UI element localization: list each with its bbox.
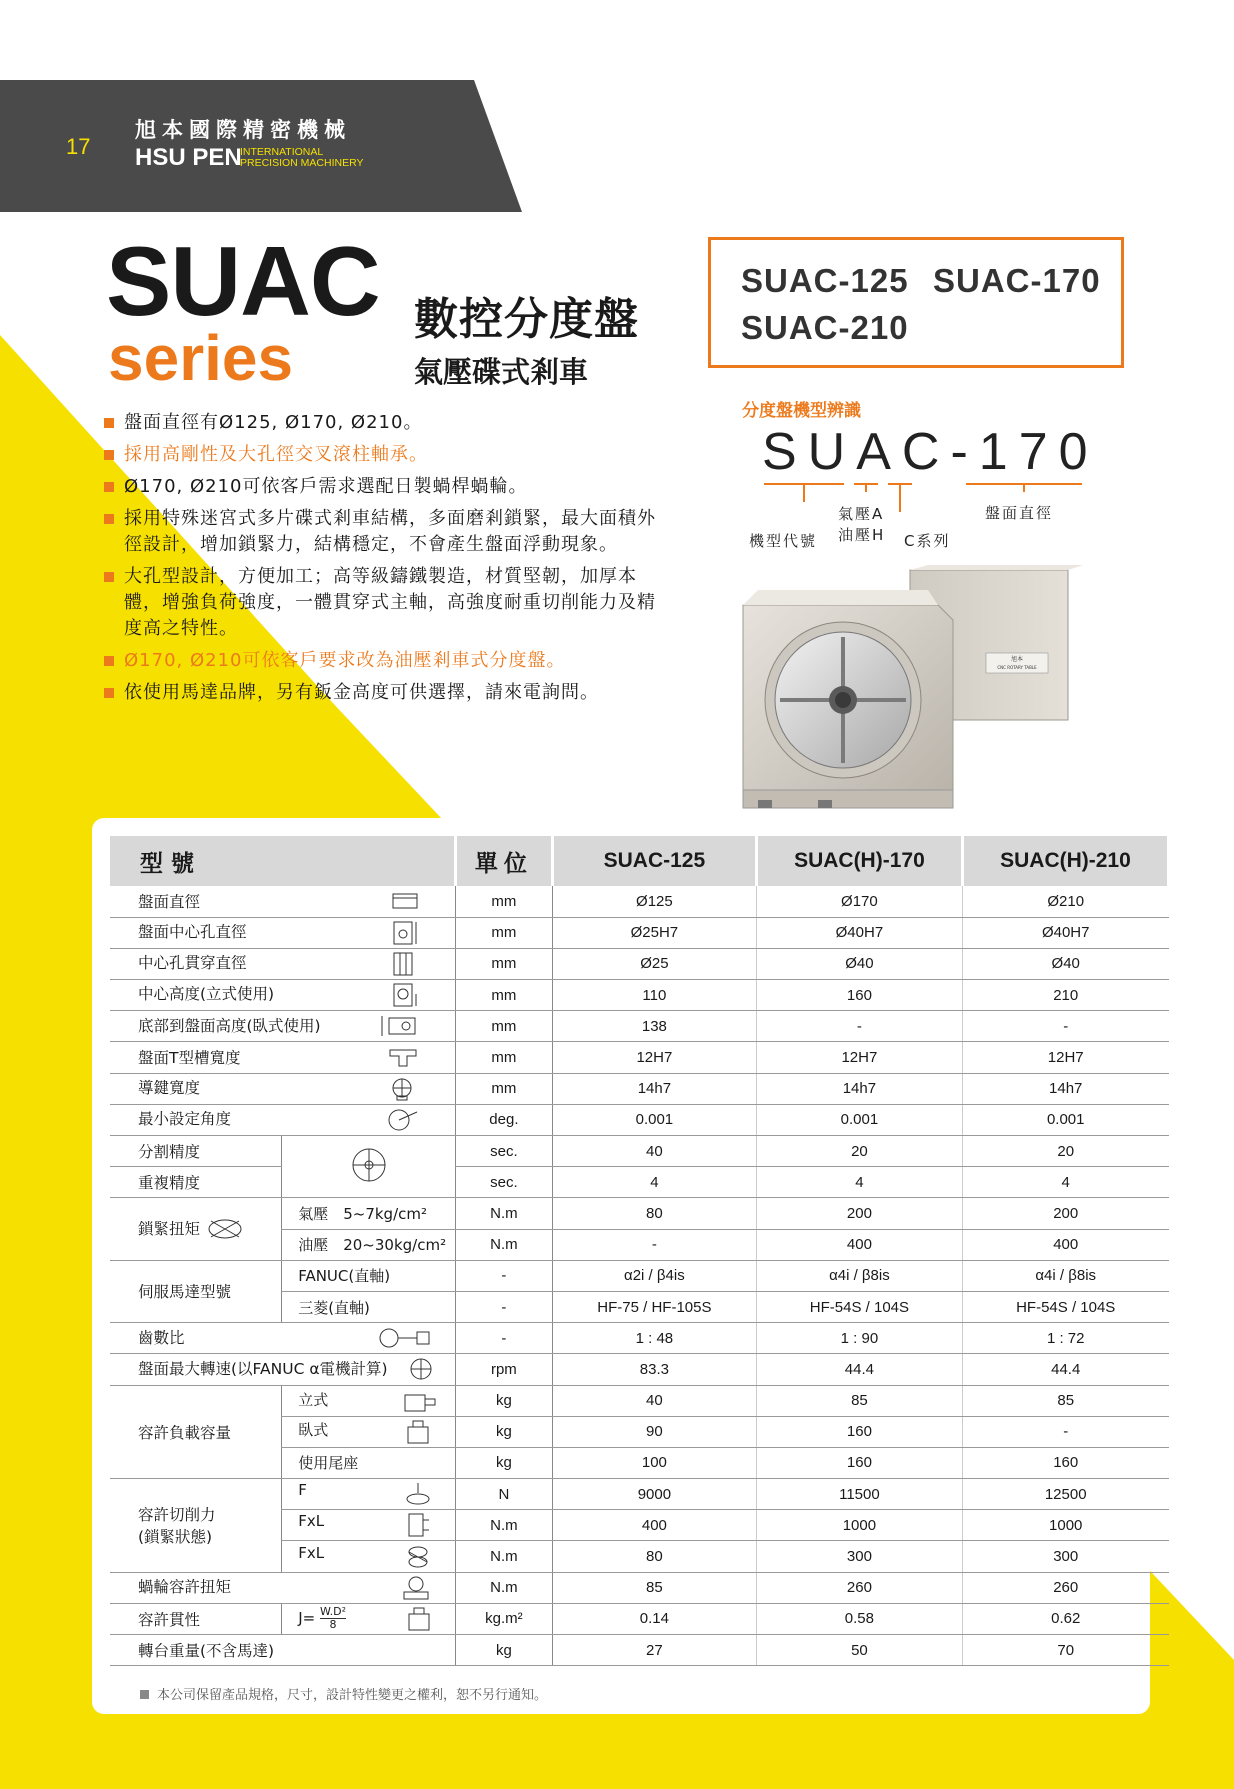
table-row [110,1042,1169,1073]
row-sub-label: 臥式 [298,1420,329,1439]
formula-denominator: 8 [329,1617,337,1631]
company-name-cn: 旭本國際精密機械 [135,118,351,142]
cell-suac-170: 260 [756,1572,962,1603]
cell-suac-125: 0.001 [552,1104,756,1135]
table-row [110,948,1169,979]
angle-icon [385,1107,419,1133]
cell-suac-170: 160 [756,1416,962,1447]
row-unit: N [455,1479,552,1510]
cell-suac-125: 100 [552,1447,756,1478]
cell-suac-125: 400 [552,1510,756,1541]
cell-suac-125: Ø125 [552,886,756,917]
table-row [110,1385,1169,1416]
row-unit: - [455,1260,552,1291]
nameplate-desc: CNC ROTARY TABLE [997,665,1037,670]
cell-suac-125: - [552,1229,756,1260]
cell-suac-125: 0.14 [552,1603,756,1634]
page-number: 17 [66,134,91,159]
row-label: 底部到盤面高度(臥式使用) [138,1017,321,1036]
bottom-height-icon [379,1014,419,1038]
table-row [110,1198,1169,1229]
through-hole-icon [391,951,419,977]
label-type-code: 機型代號 [749,532,818,550]
cell-suac-170: - [756,1011,962,1042]
model-identification-title: 分度盤機型辨識 [742,401,861,421]
rotary-table-image [738,565,1148,810]
cell-suac-210: 1 : 72 [962,1323,1168,1354]
cell-suac-210: 12H7 [962,1042,1168,1073]
cell-suac-210: 85 [962,1385,1168,1416]
cell-suac-210: 400 [962,1229,1168,1260]
vertical-load-icon [403,1389,437,1413]
row-label: 最小設定角度 [138,1109,232,1128]
cell-suac-125: 40 [552,1385,756,1416]
product-subtitle-cn: 氣壓碟式剎車 [414,355,589,389]
cell-suac-170: Ø170 [756,886,962,917]
series-title: series [108,322,294,394]
cell-suac-125: 9000 [552,1479,756,1510]
row-label: 重複精度 [110,1167,282,1198]
bullet-icon [104,572,114,582]
row-label: 伺服馬達型號 [110,1260,282,1322]
company-sub-line2: PRECISION MACHINERY [240,157,364,169]
cell-suac-210: 70 [962,1635,1168,1666]
row-unit: sec. [455,1167,552,1198]
product-title: SUAC [106,226,380,336]
cell-suac-170: α4i / β8is [756,1260,962,1291]
row-unit: deg. [455,1104,552,1135]
company-subtitle [240,147,364,169]
gear-ratio-icon [377,1326,433,1350]
header-unit: 單位 [455,836,552,886]
cell-suac-210: 160 [962,1447,1168,1478]
cell-suac-170: 44.4 [756,1354,962,1385]
cell-suac-210: 12500 [962,1479,1168,1510]
feature-item: 採用高剛性及大孔徑交叉滾柱軸承。 [104,442,664,468]
clamp-torque-icon [205,1217,245,1241]
row-unit: mm [455,1042,552,1073]
model-list-box [708,237,1124,368]
inertia-icon [405,1606,433,1632]
cell-suac-125: 138 [552,1011,756,1042]
row-unit: mm [455,1011,552,1042]
cell-suac-125: 85 [552,1572,756,1603]
cell-suac-210: 4 [962,1167,1168,1198]
row-sub-label: 三菱(直軸) [282,1291,456,1322]
table-row [110,1603,1169,1634]
bullet-icon [104,482,114,492]
row-sub-label: 油壓 20~30kg/cm² [282,1229,456,1260]
row-label: 盤面最大轉速(以FANUC α電機計算) [138,1360,388,1379]
header-suac-210: SUAC(H)-210 [962,836,1168,886]
cutting-moment-icon [405,1512,431,1538]
model-suac-210: SUAC-210 [741,309,909,346]
table-row [110,1260,1169,1291]
cell-suac-210: 0.62 [962,1603,1168,1634]
row-label: 分割精度 [110,1136,282,1167]
center-height-icon [391,982,419,1008]
row-unit: kg [455,1385,552,1416]
cell-suac-210: 210 [962,980,1168,1011]
company-sub-line1: INTERNATIONAL [240,146,324,158]
torsion-moment-icon [405,1544,431,1570]
cutting-force-icon [405,1481,431,1507]
row-label-2: (鎖緊狀態) [138,1528,213,1547]
cell-suac-125: 83.3 [552,1354,756,1385]
row-label: 轉台重量(不含馬達) [110,1635,455,1666]
cell-suac-125: Ø25 [552,948,756,979]
row-unit: mm [455,886,552,917]
row-unit: N.m [455,1198,552,1229]
cell-suac-170: 85 [756,1385,962,1416]
center-hole-icon [391,920,419,946]
cell-suac-210: 20 [962,1136,1168,1167]
cell-suac-125: 27 [552,1635,756,1666]
cell-suac-170: HF-54S / 104S [756,1291,962,1322]
table-row [110,1323,1169,1354]
inertia-formula [320,1606,346,1631]
label-c-series: C系列 [904,532,951,550]
feature-item: 盤面直徑有Ø125, Ø170, Ø210。 [104,410,664,436]
row-label: 盤面中心孔直徑 [138,922,247,941]
cell-suac-170: 50 [756,1635,962,1666]
cell-suac-125: Ø25H7 [552,917,756,948]
cell-suac-170: 14h7 [756,1073,962,1104]
table-row [110,980,1169,1011]
row-label: 盤面直徑 [138,893,201,912]
footnote-bullet-icon [140,1690,149,1699]
row-unit: mm [455,1073,552,1104]
cell-suac-210: Ø40H7 [962,917,1168,948]
formula-numerator: W.D² [319,1604,346,1618]
feature-item: 採用特殊迷宮式多片碟式剎車結構，多面磨剎鎖緊，最大面積外徑設計，增加鎖緊力，結構穩定，不會產生盤面浮動現象。 [104,506,664,558]
cell-suac-170: 300 [756,1541,962,1572]
diameter-icon [391,890,419,912]
cell-suac-170: 160 [756,1447,962,1478]
bullet-icon [104,688,114,698]
row-unit: kg [455,1416,552,1447]
inertia-formula-prefix: J= [298,1608,316,1627]
table-row [110,1167,1169,1198]
cell-suac-125: α2i / β4is [552,1260,756,1291]
cell-suac-210: Ø210 [962,886,1168,917]
spec-table [110,836,1170,1666]
horizontal-load-icon [405,1419,433,1445]
row-label: 導鍵寬度 [138,1078,201,1097]
row-sub-label: 氣壓 5~7kg/cm² [282,1198,456,1229]
row-sub-label: FxL [298,1512,325,1531]
table-row [110,886,1169,917]
table-row [110,1136,1169,1167]
row-label: 鎖緊扭矩 [138,1219,201,1238]
cell-suac-170: 200 [756,1198,962,1229]
row-unit: kg [455,1447,552,1478]
row-unit: kg.m² [455,1603,552,1634]
cell-suac-170: 11500 [756,1479,962,1510]
feature-item: 依使用馬達品牌，另有鈑金高度可供選擇，請來電詢問。 [104,680,664,706]
table-row [110,1572,1169,1603]
row-sub-label: 立式 [298,1390,329,1409]
cell-suac-210: 14h7 [962,1073,1168,1104]
cell-suac-125: 90 [552,1416,756,1447]
bullet-icon [104,514,114,524]
row-unit: rpm [455,1354,552,1385]
product-title-cn: 數控分度盤 [414,294,639,345]
cell-suac-210: 44.4 [962,1354,1168,1385]
worm-gear-icon [401,1575,431,1601]
model-suac-125: SUAC-125 [741,262,909,299]
cell-suac-170: 1 : 90 [756,1323,962,1354]
cell-suac-210: 1000 [962,1510,1168,1541]
cell-suac-210: 200 [962,1198,1168,1229]
header-suac-170: SUAC(H)-170 [756,836,962,886]
table-header-row [110,836,1169,886]
cell-suac-125: 4 [552,1167,756,1198]
cell-suac-170: 0.001 [756,1104,962,1135]
cell-suac-170: 400 [756,1229,962,1260]
row-label: 容許貫性 [110,1603,282,1634]
cell-suac-170: 160 [756,980,962,1011]
table-row [110,1011,1169,1042]
table-row [110,1479,1169,1510]
model-identification-code: SUAC-170 [762,423,1099,481]
row-sub-label: F [298,1481,307,1500]
cell-suac-210: α4i / β8is [962,1260,1168,1291]
row-unit: N.m [455,1510,552,1541]
table-row [110,1104,1169,1135]
table-row [110,917,1169,948]
label-oil: 油壓H [838,526,886,544]
cell-suac-125: 110 [552,980,756,1011]
cell-suac-210: 300 [962,1541,1168,1572]
row-unit: N.m [455,1541,552,1572]
t-slot-icon [387,1046,419,1070]
accuracy-icon [349,1145,389,1185]
row-label: 容許負載容量 [110,1385,282,1479]
bullet-icon [104,450,114,460]
cell-suac-170: 12H7 [756,1042,962,1073]
bullet-icon [104,418,114,428]
row-unit: sec. [455,1136,552,1167]
cell-suac-210: - [962,1416,1168,1447]
row-unit: mm [455,917,552,948]
feature-item: Ø170, Ø210可依客戶要求改為油壓剎車式分度盤。 [104,648,664,674]
table-row [110,1073,1169,1104]
bullet-icon [104,656,114,666]
label-diameter: 盤面直徑 [985,504,1054,522]
row-unit: kg [455,1635,552,1666]
table-row [110,1354,1169,1385]
cell-suac-125: HF-75 / HF-105S [552,1291,756,1322]
cell-suac-210: 0.001 [962,1104,1168,1135]
row-label: 中心孔貫穿直徑 [138,953,247,972]
row-unit: mm [455,948,552,979]
row-label: 容許切削力 [138,1506,216,1525]
cell-suac-125: 14h7 [552,1073,756,1104]
cell-suac-210: 260 [962,1572,1168,1603]
cell-suac-210: - [962,1011,1168,1042]
model-suac-170: SUAC-170 [933,262,1101,299]
footnote [140,1684,547,1703]
rotation-speed-icon [409,1357,433,1381]
row-label: 中心高度(立式使用) [138,985,275,1004]
row-label: 齒數比 [138,1329,185,1348]
row-sub-label: 使用尾座 [282,1447,456,1478]
table-row [110,1635,1169,1666]
cell-suac-170: Ø40H7 [756,917,962,948]
feature-list [104,410,664,712]
cell-suac-170: 20 [756,1136,962,1167]
header-suac-125: SUAC-125 [552,836,756,886]
header-model: 型號 [110,836,455,886]
row-unit: - [455,1291,552,1322]
cell-suac-170: 4 [756,1167,962,1198]
cell-suac-125: 40 [552,1136,756,1167]
label-air: 氣壓A [838,505,885,523]
cell-suac-170: Ø40 [756,948,962,979]
row-label: 蝸輪容許扭矩 [138,1577,232,1596]
row-unit: N.m [455,1229,552,1260]
row-unit: mm [455,980,552,1011]
row-unit: - [455,1323,552,1354]
row-unit: N.m [455,1572,552,1603]
feature-item: Ø170, Ø210可依客戶需求選配日製蝸桿蝸輪。 [104,474,664,500]
guide-key-icon [389,1076,419,1102]
feature-item: 大孔型設計，方便加工；高等級鑄鐵製造，材質堅韌，加厚本體，增強負荷強度，一體貫穿式主軸，高強度耐重切削能力及精度高之特性。 [104,564,664,642]
row-label: 盤面T型槽寬度 [138,1048,241,1067]
row-sub-label: FxL [298,1543,325,1562]
company-name-en: HSU PEN [135,144,242,171]
nameplate-brand: 旭本 [1010,656,1024,663]
cell-suac-210: HF-54S / 104S [962,1291,1168,1322]
cell-suac-210: Ø40 [962,948,1168,979]
cell-suac-125: 12H7 [552,1042,756,1073]
cell-suac-170: 1000 [756,1510,962,1541]
row-sub-label: FANUC(直軸) [282,1260,456,1291]
cell-suac-125: 80 [552,1198,756,1229]
cell-suac-170: 0.58 [756,1603,962,1634]
footnote-text: 本公司保留產品規格，尺寸，設計特性變更之權利，恕不另行通知。 [157,1688,548,1703]
cell-suac-125: 1 : 48 [552,1323,756,1354]
cell-suac-125: 80 [552,1541,756,1572]
